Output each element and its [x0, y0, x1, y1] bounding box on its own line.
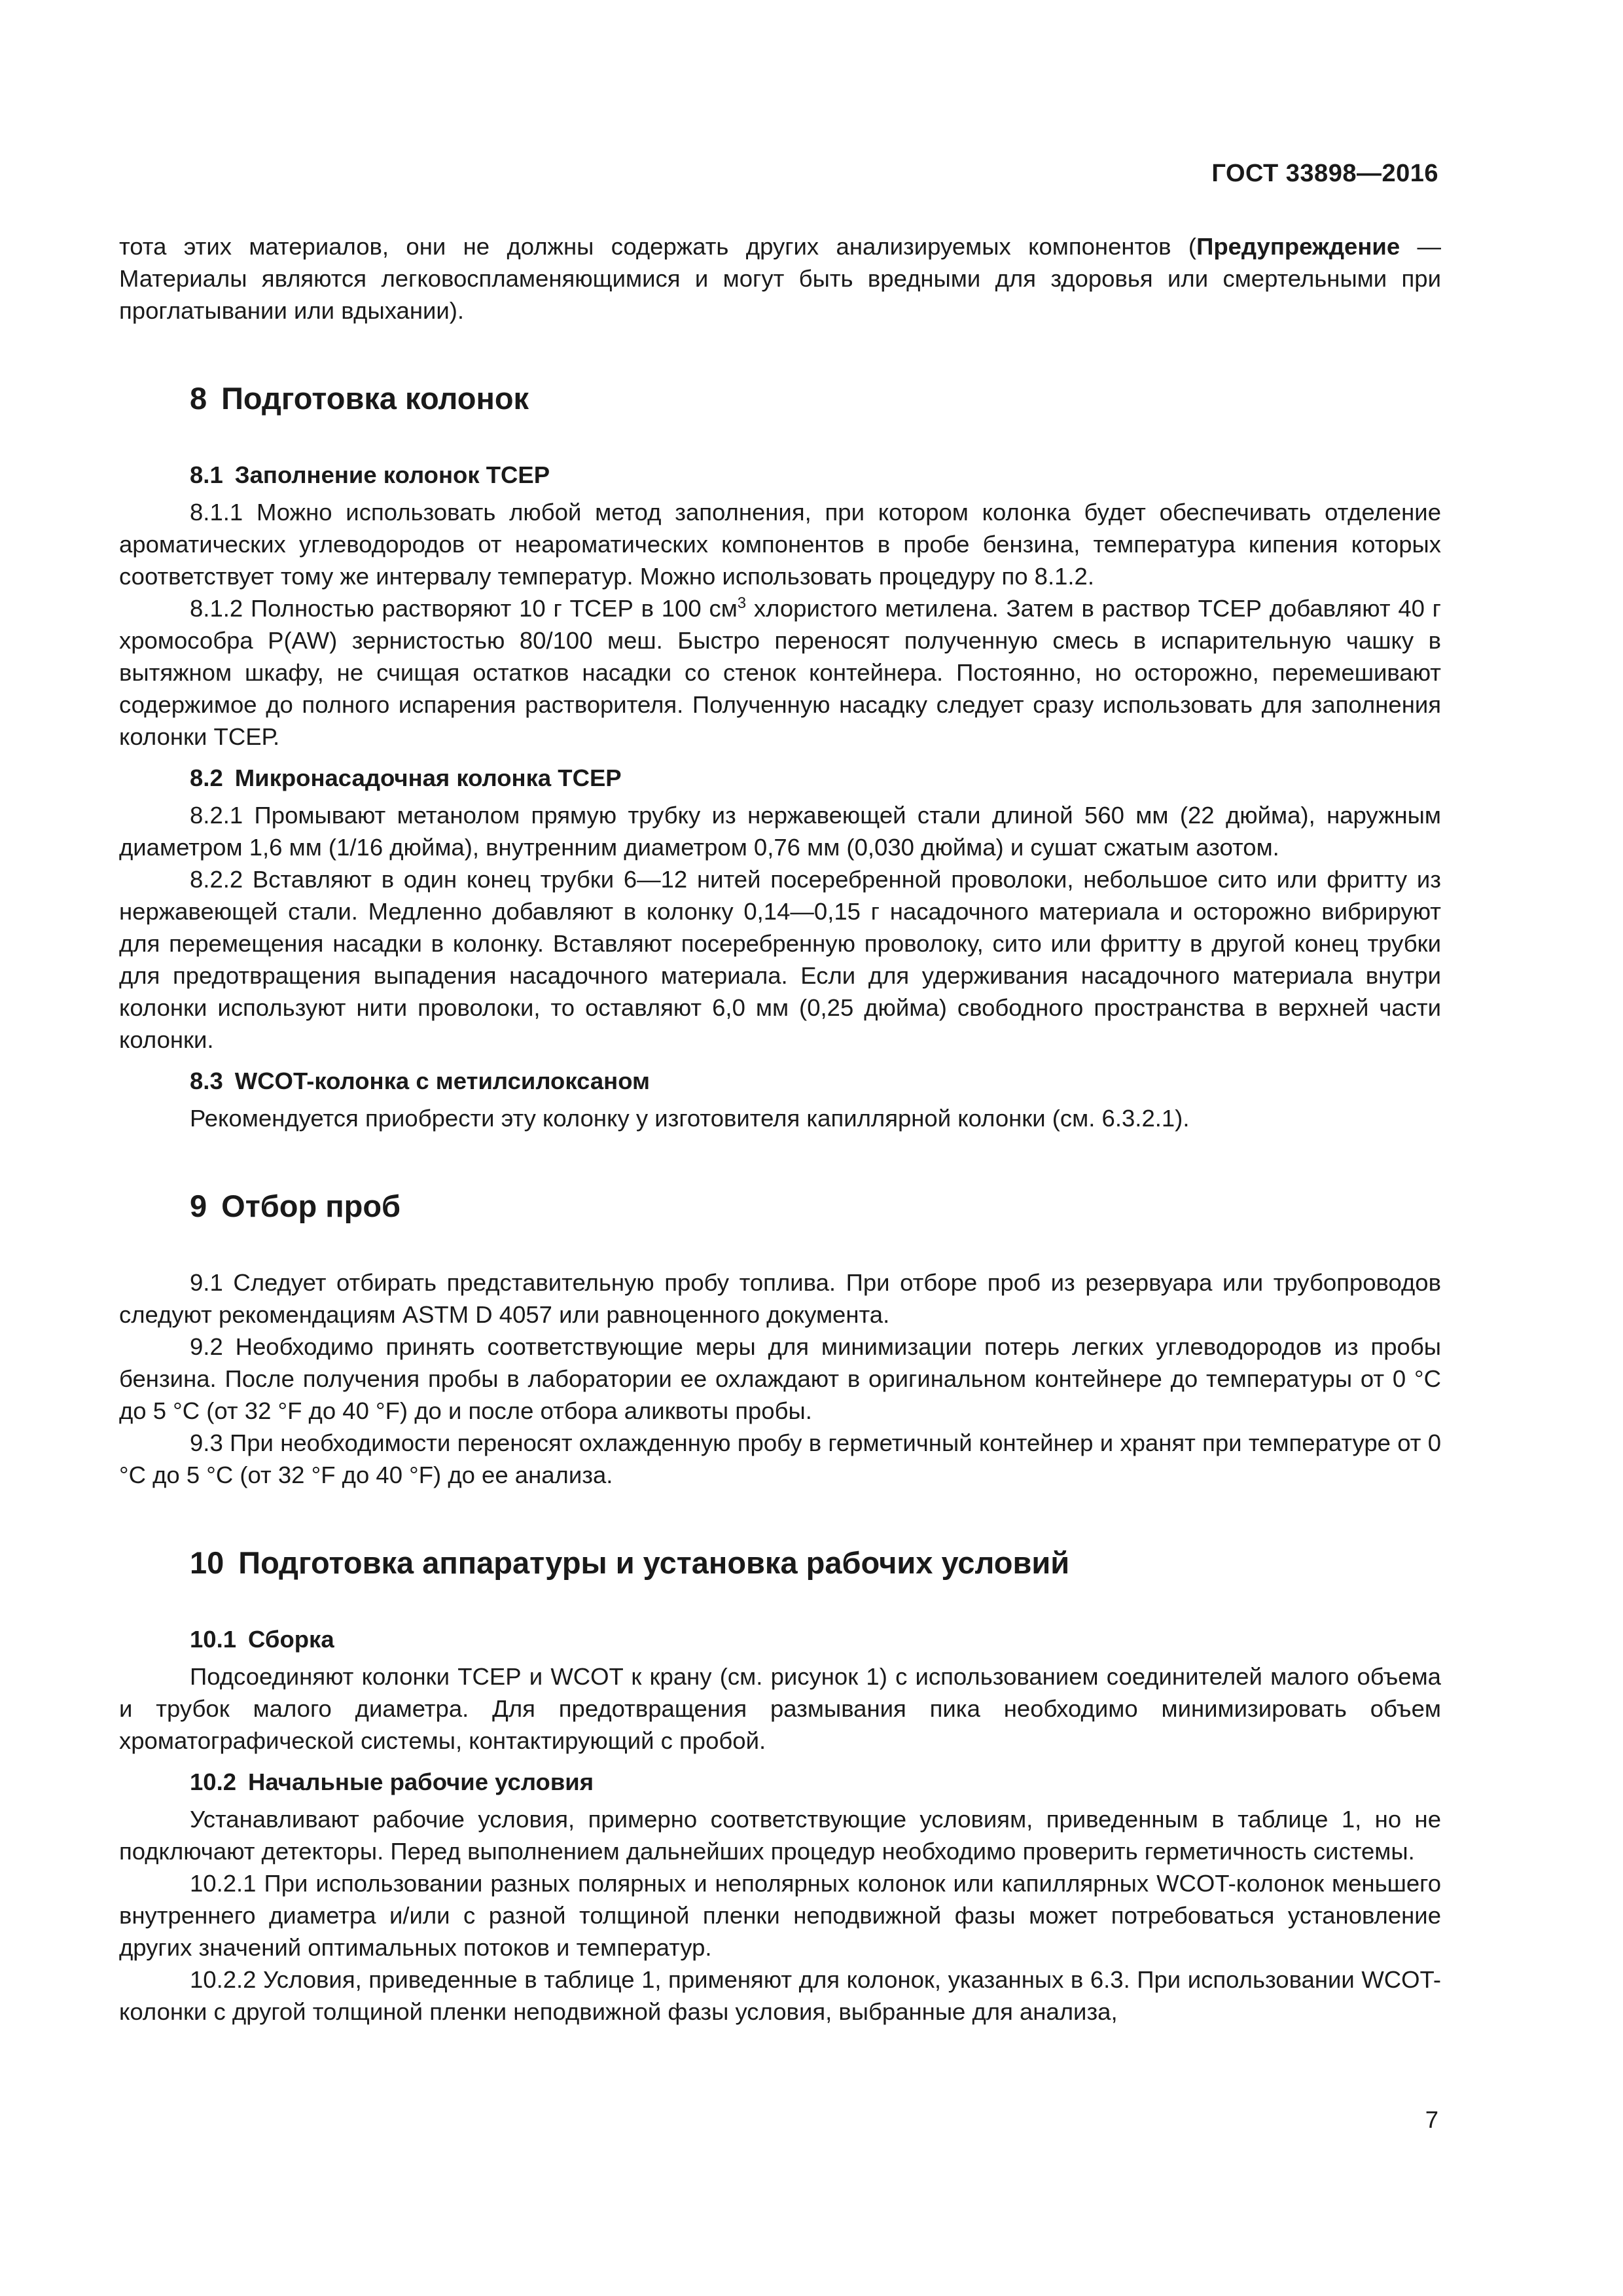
section-8-number: 8	[190, 381, 207, 416]
paragraph-9-3: 9.3 При необходимости переносят охлажденную пробу в герметичный контейнер и хранят при температуре от 0 °С до 5 °С (от 32 °F до 40 °F) до ее анализа.	[119, 1429, 1441, 1488]
section-10-2-title: Начальные рабочие условия	[248, 1768, 594, 1795]
section-10-heading	[119, 1543, 1441, 1583]
intro-paragraph	[119, 230, 1441, 327]
paragraph-8-1-2-a: 8.1.2 Полностью растворяют 10 г ТСЕР в 100 см	[190, 595, 738, 622]
section-8-1-title: Заполнение колонок ТСЕР	[234, 461, 550, 488]
intro-text-post: — Материалы являются легковоспламеняющимися и могут быть вредными для здоровья или смертельными при проглатывании или вдыхании).	[119, 233, 1441, 324]
paragraph-8-1-2-b: хлористого метилена. Затем в раствор ТСЕР добавляют 40 г хромособра Р(AW) зернистостью 80/100 меш. Быстро переносят полученную смесь в испарительную чашку в вытяжном шкафу, не счищая остатков насадки со стенок контейнера. Постоянно, но осторожно, перемешивают содержимое до полного испарения растворителя. Полученную насадку следует сразу использовать для заполнения колонки ТСЕР.	[119, 595, 1441, 750]
section-10-title: Подготовка аппаратуры и установка рабочих условий	[238, 1545, 1070, 1580]
section-10-2-heading	[119, 1766, 1441, 1798]
paragraph-8-3: Рекомендуется приобрести эту колонку у изготовителя капиллярной колонки (см. 6.3.2.1).	[190, 1105, 1190, 1132]
section-9-number: 9	[190, 1189, 207, 1223]
paragraph-8-2-2: 8.2.2 Вставляют в один конец трубки 6—12 нитей посеребренной проволоки, небольшое сито или фритту из нержавеющей стали. Медленно добавляют в колонку 0,14—0,15 г насадочного материала и осторожно вибрируют для перемещения насадки в колонку. Вставляют посеребренную проволоку, сито или фритту в другой конец трубки для предотвращения выпадения насадочного материала. Если для удерживания насадочного материала внутри колонки используют нити проволоки, то оставляют 6,0 мм (0,25 дюйма) свободного пространства в верхней части колонки.	[119, 866, 1441, 1053]
section-8-2-heading	[119, 762, 1441, 794]
paragraph-8-1-1: 8.1.1 Можно использовать любой метод заполнения, при котором колонка будет обеспечивать отделение ароматических углеводородов от неароматических компонентов в пробе бензина, температура кипения которых соответствует тому же интервалу температур. Можно использовать процедуру по 8.1.2.	[119, 499, 1441, 590]
section-8-2-number: 8.2	[190, 764, 223, 791]
section-10-1-title: Сборка	[248, 1626, 334, 1653]
section-10-1-number: 10.1	[190, 1626, 237, 1653]
section-8-3-title: WCOT-колонка с метилсилоксаном	[234, 1067, 651, 1094]
paragraph-8-1-2	[119, 592, 1441, 753]
standard-header: ГОСТ 33898—2016	[1211, 160, 1438, 187]
section-8-1-heading	[119, 459, 1441, 491]
section-9-title: Отбор проб	[221, 1189, 401, 1223]
paragraph-10-2-1: 10.2.1 При использовании разных полярных и неполярных колонок или капиллярных WCOT-колонок меньшего внутреннего диаметра и/или с разной толщиной пленки неподвижной фазы может потребоваться установление других значений оптимальных потоков и температур.	[119, 1870, 1441, 1961]
paragraph-10-2: Устанавливают рабочие условия, примерно соответствующие условиям, приведенным в таблице 1, но не подключают детекторы. Перед выполнением дальнейших процедур необходимо проверить герметичность системы.	[119, 1806, 1441, 1865]
page-content	[119, 230, 1441, 2028]
section-9-heading	[119, 1187, 1441, 1226]
paragraph-10-1: Подсоединяют колонки ТСЕР и WCOT к крану (см. рисунок 1) с использованием соединителей малого объема и трубок малого диаметра. Для предотвращения размывания пика необходимо минимизировать объем хроматографической системы, контактирующий с пробой.	[119, 1663, 1441, 1754]
page-number: 7	[1425, 2106, 1438, 2133]
section-8-title: Подготовка колонок	[221, 381, 529, 416]
paragraph-10-2-2: 10.2.2 Условия, приведенные в таблице 1, применяют для колонок, указанных в 6.3. При использовании WCOT-колонки с другой толщиной пленки неподвижной фазы условия, выбранные для анализа,	[119, 1966, 1441, 2025]
section-8-2-title: Микронасадочная колонка ТСЕР	[234, 764, 622, 791]
section-10-1-heading	[119, 1623, 1441, 1655]
paragraph-9-2: 9.2 Необходимо принять соответствующие меры для минимизации потерь легких углеводородов из пробы бензина. После получения пробы в лаборатории ее охлаждают в оригинальном контейнере до температуры от 0 °С до 5 °С (от 32 °F до 40 °F) до и после отбора аликвоты пробы.	[119, 1333, 1441, 1424]
section-8-1-number: 8.1	[190, 461, 223, 488]
intro-text-pre: тота этих материалов, они не должны содержать других анализируемых компонентов (	[119, 233, 1197, 260]
section-8-3-number: 8.3	[190, 1067, 223, 1094]
section-10-number: 10	[190, 1545, 224, 1580]
section-10-2-number: 10.2	[190, 1768, 237, 1795]
paragraph-9-1: 9.1 Следует отбирать представительную пробу топлива. При отборе проб из резервуара или трубопроводов следуют рекомендациям ASTM D 4057 или равноценного документа.	[119, 1269, 1441, 1328]
section-8-heading	[119, 379, 1441, 418]
section-8-3-heading	[119, 1065, 1441, 1097]
superscript-3: 3	[737, 594, 747, 612]
paragraph-8-2-1: 8.2.1 Промывают метанолом прямую трубку из нержавеющей стали длиной 560 мм (22 дюйма), наружным диаметром 1,6 мм (1/16 дюйма), внутренним диаметром 0,76 мм (0,030 дюйма) и сушат сжатым азотом.	[119, 802, 1441, 861]
warning-label: Предупреждение	[1196, 233, 1400, 260]
